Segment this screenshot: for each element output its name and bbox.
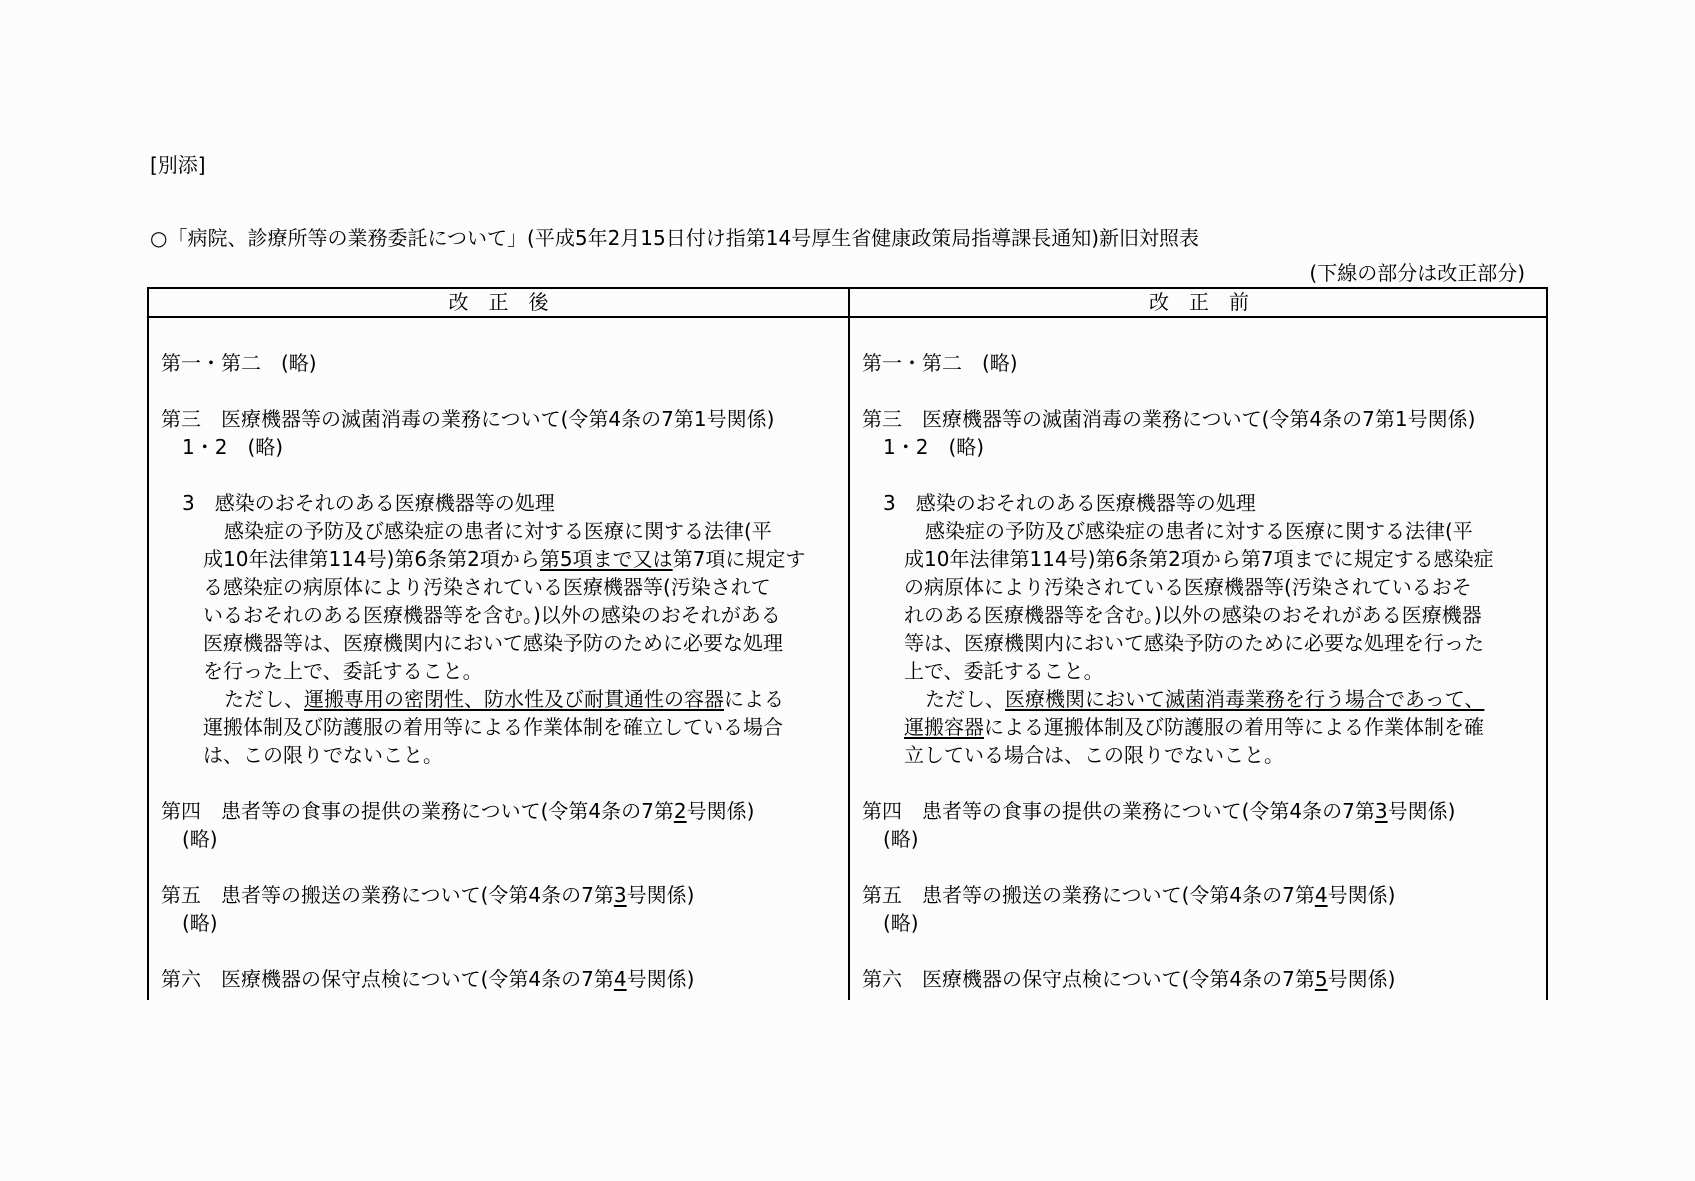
revised-text: 第5項まで又は xyxy=(539,547,673,571)
column-before-revision xyxy=(862,318,1542,1000)
revised-text: 運搬容器 xyxy=(904,715,984,739)
paragraph-line: 上で、委託すること。 xyxy=(904,659,1104,683)
revised-text: 3 xyxy=(1374,799,1388,823)
paragraph-line: 等は、医療機関内において感染予防のために必要な処理を行った xyxy=(904,631,1484,655)
paragraph-2 xyxy=(161,685,841,769)
section-5-title: 第五 患者等の搬送の業務について(令第4条の7第3号関係) xyxy=(161,883,695,907)
section-3-item-3-title: 3 感染のおそれのある医療機器等の処理 xyxy=(883,491,1256,515)
section-3-items-1-2: 1・2 (略) xyxy=(883,435,985,459)
section-3-title: 第三 医療機器等の滅菌消毒の業務について(令第4条の7第1号関係) xyxy=(862,407,1476,431)
paragraph-line: 成10年法律第114号)第6条第2項から第7項までに規定する感染症 xyxy=(904,547,1494,571)
paragraph-2 xyxy=(862,685,1542,769)
section-4-title: 第四 患者等の食事の提供の業務について(令第4条の7第2号関係) xyxy=(161,799,755,823)
paragraph-1 xyxy=(161,517,841,685)
paragraph-line: れのある医療機器等を含む。)以外の感染のおそれがある医療機器 xyxy=(904,603,1482,627)
paragraph-line: る感染症の病原体により汚染されている医療機器等(汚染されて xyxy=(203,575,771,599)
section-3-items-1-2: 1・2 (略) xyxy=(182,435,284,459)
header-after-revision: 改 正 後 xyxy=(448,290,549,314)
section-3-title: 第三 医療機器等の滅菌消毒の業務について(令第4条の7第1号関係) xyxy=(161,407,775,431)
paragraph-line: を行った上で、委託すること。 xyxy=(203,659,483,683)
revised-text: 5 xyxy=(1314,967,1328,991)
section-5-body: (略) xyxy=(182,911,218,935)
comparison-table xyxy=(147,287,1548,1000)
attachment-label: [別添] xyxy=(150,153,206,177)
section-4-body: (略) xyxy=(182,827,218,851)
paragraph-line: 立している場合は、この限りでないこと。 xyxy=(904,743,1284,767)
section-4-title: 第四 患者等の食事の提供の業務について(令第4条の7第3号関係) xyxy=(862,799,1456,823)
paragraph-line: 医療機器等は、医療機関内において感染予防のために必要な処理 xyxy=(203,631,783,655)
column-divider xyxy=(848,289,850,1000)
section-5-body: (略) xyxy=(883,911,919,935)
revised-text: 医療機関において滅菌消毒業務を行う場合であって、 xyxy=(1005,687,1485,711)
revised-text: 4 xyxy=(1314,883,1328,907)
underline-legend-note: (下線の部分は改正部分) xyxy=(1309,261,1525,285)
paragraph-line: は、この限りでないこと。 xyxy=(203,743,443,767)
header-before-revision: 改 正 前 xyxy=(1149,290,1249,314)
section-1-2: 第一・第二 (略) xyxy=(862,351,1018,375)
section-1-2: 第一・第二 (略) xyxy=(161,351,317,375)
column-after-revision xyxy=(161,318,841,1000)
paragraph-line: ただし、運搬専用の密閉性、防水性及び耐貫通性の容器による xyxy=(224,687,784,711)
paragraph-line: 運搬容器による運搬体制及び防護服の着用等による作業体制を確 xyxy=(904,715,1484,739)
paragraph-line: の病原体により汚染されている医療機器等(汚染されているおそ xyxy=(904,575,1472,599)
paragraph-line: ただし、医療機関において滅菌消毒業務を行う場合であって、 xyxy=(925,687,1485,711)
section-6-title: 第六 医療機器の保守点検について(令第4条の7第5号関係) xyxy=(862,967,1396,991)
paragraph-line: 感染症の予防及び感染症の患者に対する医療に関する法律(平 xyxy=(224,519,772,543)
section-3-item-3-title: 3 感染のおそれのある医療機器等の処理 xyxy=(182,491,555,515)
section-4-body: (略) xyxy=(883,827,919,851)
paragraph-1 xyxy=(862,517,1542,685)
paragraph-line: 成10年法律第114号)第6条第2項から第5項まで又は第7項に規定す xyxy=(203,547,806,571)
revised-text: 2 xyxy=(673,799,687,823)
document-title: ○「病院、診療所等の業務委託について」(平成5年2月15日付け指第14号厚生省健康政策局指導課長通知)新旧対照表 xyxy=(150,226,1200,250)
paragraph-line: いるおそれのある医療機器等を含む。)以外の感染のおそれがある xyxy=(203,603,781,627)
revised-text: 運搬専用の密閉性、防水性及び耐貫通性の容器 xyxy=(304,687,724,711)
paragraph-line: 感染症の予防及び感染症の患者に対する医療に関する法律(平 xyxy=(925,519,1473,543)
section-6-title: 第六 医療機器の保守点検について(令第4条の7第4号関係) xyxy=(161,967,695,991)
paragraph-line: 運搬体制及び防護服の着用等による作業体制を確立している場合 xyxy=(203,715,783,739)
revised-text: 4 xyxy=(613,967,627,991)
revised-text: 3 xyxy=(613,883,627,907)
section-5-title: 第五 患者等の搬送の業務について(令第4条の7第4号関係) xyxy=(862,883,1396,907)
